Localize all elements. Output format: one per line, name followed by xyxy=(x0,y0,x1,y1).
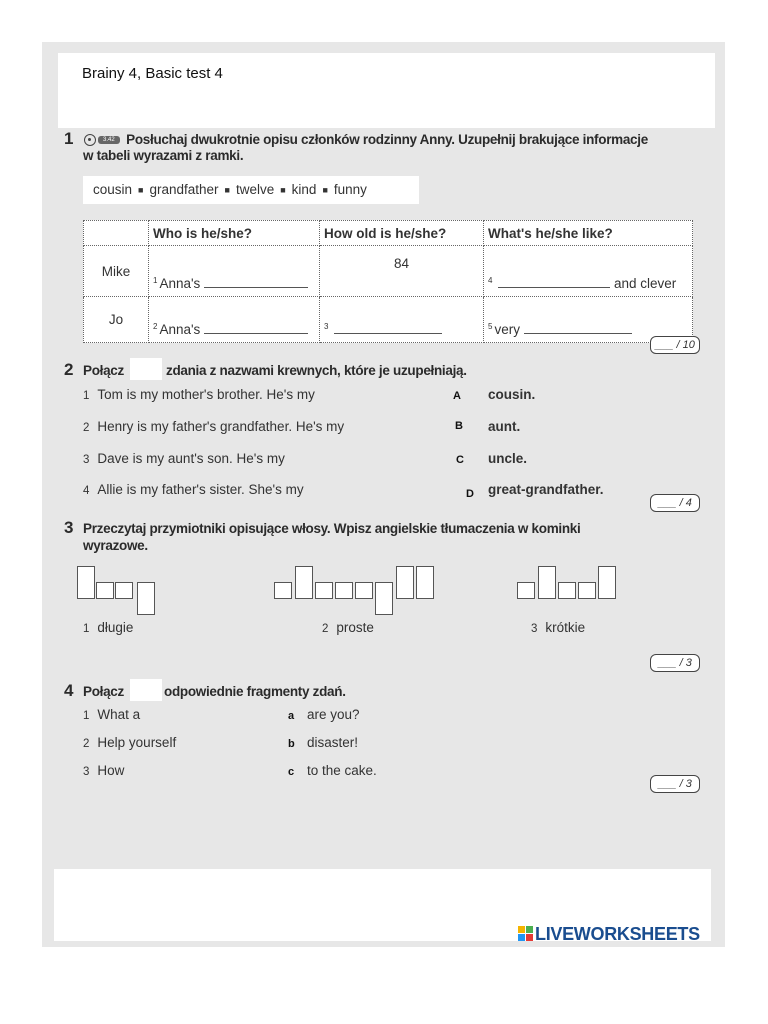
answer-blank[interactable] xyxy=(498,275,610,288)
list-item: 2 Henry is my father's grandfather. He's my xyxy=(83,419,345,434)
list-item: 3 How xyxy=(83,763,125,778)
row-name: Mike xyxy=(84,246,149,297)
table-header-age: How old is he/she? xyxy=(320,221,484,246)
answer-blank[interactable] xyxy=(334,321,442,334)
exercise-4-instruction-b: odpowiednie fragmenty zdań. xyxy=(164,684,346,699)
family-table xyxy=(83,220,693,343)
answer-gap[interactable] xyxy=(130,358,162,380)
list-item: 2 Help yourself xyxy=(83,735,177,750)
list-item: 1 Tom is my mother's brother. He's my xyxy=(83,387,315,402)
score-box: ___ / 4 xyxy=(650,494,700,512)
match-answer: uncle. xyxy=(488,451,528,466)
score-box: ___ / 3 xyxy=(650,775,700,793)
word-option: funny xyxy=(333,182,367,197)
exercise-1-instruction-line1: Posłuchaj dwukrotnie opisu członków rodzinny Anny. Uzupełnij brakujące informacje xyxy=(126,132,648,147)
word-box: cousin ■ grandfather ■ twelve ■ kind ■ funny xyxy=(83,176,419,204)
exercise-1-instruction xyxy=(84,131,648,149)
age-value: 84 xyxy=(320,246,484,297)
exercise-4-instruction-a: Połącz xyxy=(83,684,124,699)
match-letter: c xyxy=(288,766,295,778)
liveworksheets-logo[interactable] xyxy=(518,924,700,945)
list-item: 4 Allie is my father's sister. She's my xyxy=(83,482,304,497)
exercise-2-number: 2 xyxy=(64,360,74,379)
match-letter: A xyxy=(453,390,461,402)
who-prefix: Anna's xyxy=(159,276,201,291)
table-row: Jo $^2$ Anna's $^3$ $^5$ very xyxy=(84,297,693,343)
match-answer: aunt. xyxy=(488,419,521,434)
exercise-2-instruction-a: Połącz xyxy=(83,363,124,378)
match-answer: are you? xyxy=(307,707,360,722)
match-letter: D xyxy=(466,488,474,500)
match-letter: B xyxy=(455,420,463,432)
exercise-4-number: 4 xyxy=(64,681,74,700)
exercise-3-instruction-line1: Przeczytaj przymiotniki opisujące włosy. Wpisz angielskie tłumaczenia w kominki xyxy=(83,521,581,536)
answer-blank[interactable] xyxy=(204,275,308,288)
list-item: 1 długie xyxy=(83,620,134,635)
list-item: 2 proste xyxy=(322,620,374,635)
word-option: grandfather xyxy=(149,182,219,197)
match-letter: b xyxy=(288,738,295,750)
list-item: 3 krótkie xyxy=(531,620,586,635)
match-answer: to the cake. xyxy=(307,763,377,778)
table-header-who: Who is he/she? xyxy=(149,221,320,246)
exercise-3-instruction-line2: wyrazowe. xyxy=(83,538,148,553)
exercise-1-instruction-line2: w tabeli wyrazami z ramki. xyxy=(83,148,244,163)
list-item: 3 Dave is my aunt's son. He's my xyxy=(83,451,285,466)
row-name: Jo xyxy=(84,297,149,343)
list-item: 1 What a xyxy=(83,707,141,722)
match-answer: disaster! xyxy=(307,735,359,750)
table-header-like: What's he/she like? xyxy=(484,221,693,246)
who-prefix: Anna's xyxy=(159,322,201,337)
exercise-2-instruction-b: zdania z nazwami krewnych, które je uzupełniają. xyxy=(166,363,467,378)
like-suffix: and clever xyxy=(613,276,677,291)
score-box: ___ / 3 xyxy=(650,654,700,672)
word-option: cousin xyxy=(93,182,133,197)
answer-gap[interactable] xyxy=(130,679,162,701)
exercise-3-number: 3 xyxy=(64,518,74,537)
track-number: 3.42 xyxy=(98,136,120,144)
match-letter: C xyxy=(456,454,464,466)
exercise-1-number: 1 xyxy=(64,129,74,148)
answer-blank[interactable] xyxy=(524,321,632,334)
audio-icon xyxy=(84,134,96,146)
like-prefix: very xyxy=(494,322,520,337)
word-option: kind xyxy=(291,182,317,197)
word-option: twelve xyxy=(235,182,275,197)
match-answer: great-grandfather. xyxy=(488,482,604,497)
score-box: ___ / 10 xyxy=(650,336,700,354)
worksheet-title: Brainy 4, Basic test 4 xyxy=(82,65,223,82)
logo-text: LIVEWORKSHEETS xyxy=(535,924,700,944)
answer-blank[interactable] xyxy=(204,321,308,334)
table-row: Mike $^1$ Anna's 84 $^4$ and clever xyxy=(84,246,693,297)
liveworksheets-logo-icon xyxy=(518,926,533,941)
match-letter: a xyxy=(288,710,295,722)
match-answer: cousin. xyxy=(488,387,536,402)
